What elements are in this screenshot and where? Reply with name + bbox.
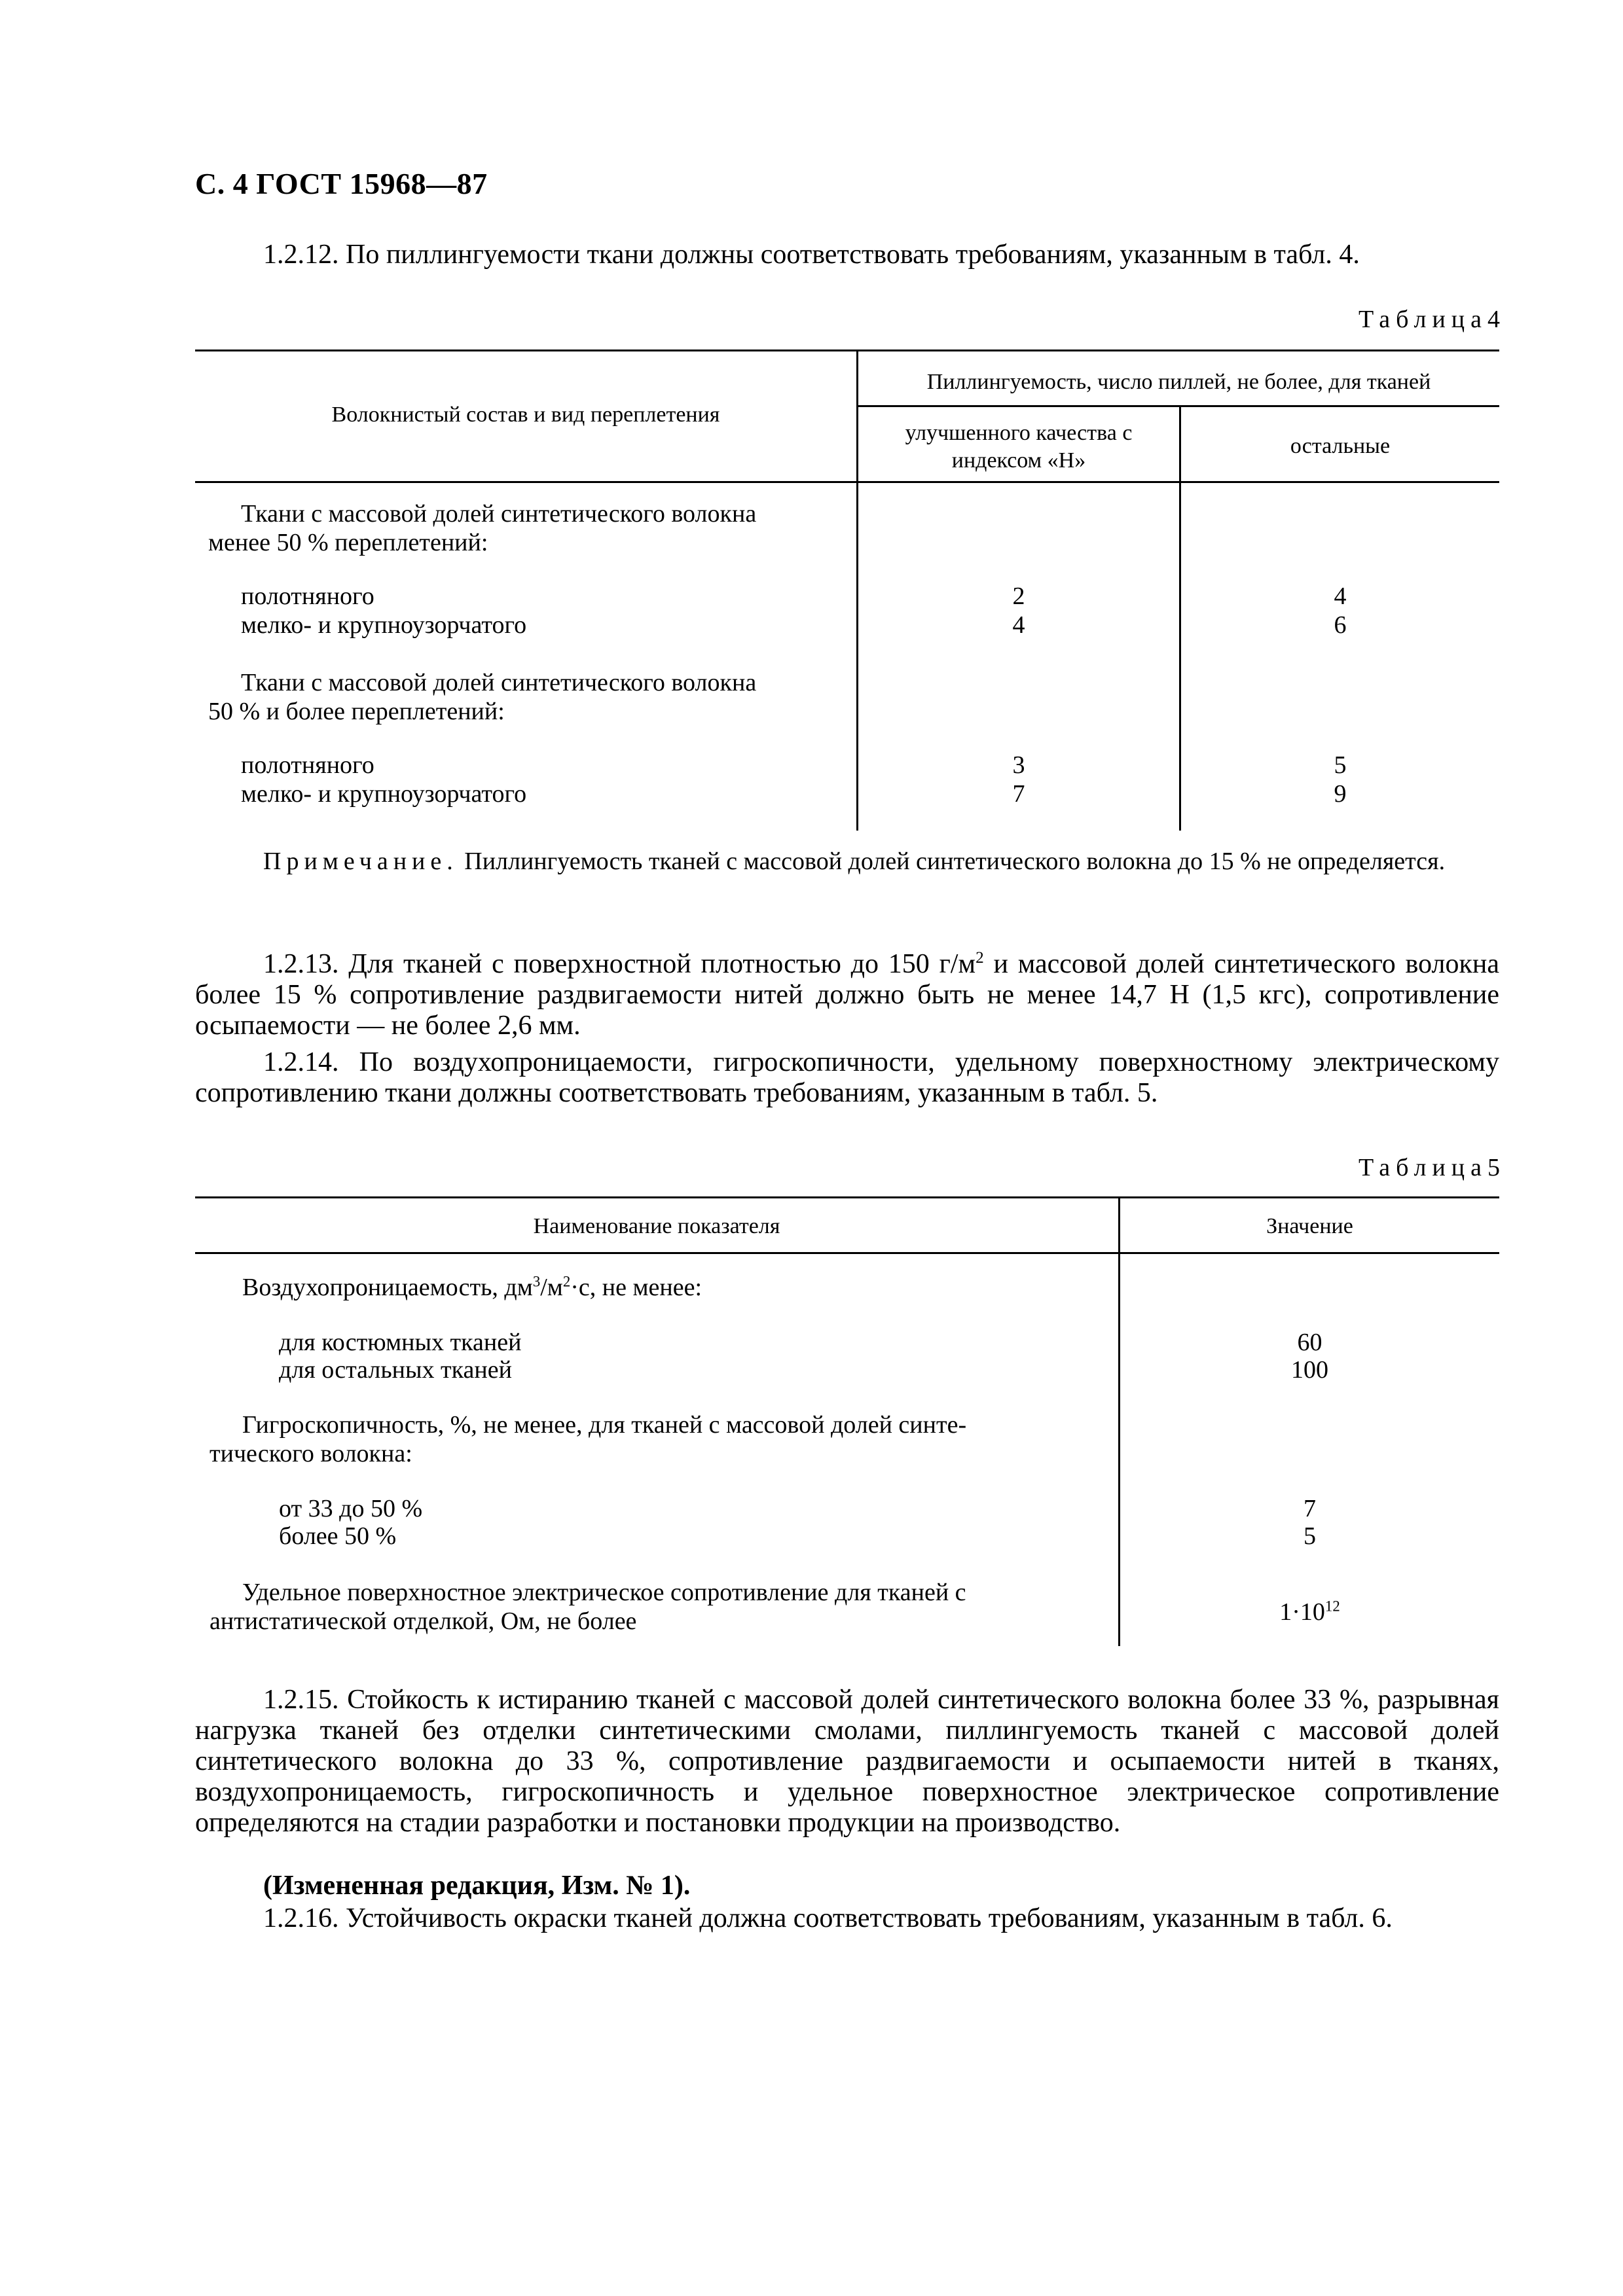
table5-air-r2-label: для остальных тканей	[279, 1356, 512, 1384]
res-title-line1: Удельное поверхностное электрическое сопротивление для тканей с	[242, 1579, 966, 1606]
table4-sub1-line1: улучшенного качества с	[905, 421, 1133, 445]
res-val-exponent: 12	[1324, 1598, 1340, 1615]
table4-group-header: Пиллингуемость, число пиллей, не более, для тканей	[926, 370, 1431, 394]
table4-g2-r1-v1: 3	[1012, 751, 1025, 779]
table5-hyg-r2-label: более 50 %	[279, 1522, 397, 1550]
table4-group2-line1: Ткани с массовой долей синтетического волокна	[241, 669, 757, 696]
air-title-sup2: 2	[562, 1273, 571, 1290]
table5-hyg-title	[210, 1410, 1105, 1468]
table4-caption-number: 4	[1487, 306, 1500, 333]
table5-caption-word: Таблица	[1358, 1154, 1487, 1181]
table4-note	[195, 846, 1499, 877]
table4-group1-line2: менее 50 % переплетений:	[208, 529, 488, 556]
paragraph-1-2-15: 1.2.15. Стойкость к истиранию тканей с массовой долей синтетического волокна более 33 %, разрывная нагрузка тканей без отделки синтетическими смолами, пиллингуемость тканей с массовой долей синтетического волокна до 33 %, сопротивление раздвигаемости и осыпаемости нитей в тканях, воздухопроницаемость, гигроскопичность и удельное поверхностное электрическое сопротивление определяются на стадии разработки и постановки продукции на производство.	[195, 1685, 1499, 1838]
table4-g1-r2-v1: 4	[1012, 611, 1025, 639]
table4-g1-r2-v2: 6	[1334, 611, 1347, 639]
air-title-part-b: /м	[540, 1274, 563, 1301]
table4-header-vline2	[1179, 405, 1181, 481]
paragraph-1-2-16: 1.2.16. Устойчивость окраски тканей должна соответствовать требованиям, указанным в табл. 6.	[263, 1903, 1393, 1933]
p-1-2-13-part-b: и массовой долей синтетического волокна более 15 % сопротивление раздвигаемости нитей должно быть не менее 14,7 Н (1,5 кгс), сопротивление осыпаемости — не более 2,6 мм.	[195, 949, 1500, 1041]
table4-g1-r1-v2: 4	[1334, 583, 1347, 610]
table4-g2-r2-label: мелко- и крупноузорчатого	[241, 780, 527, 808]
table4-g2-r2-v2: 9	[1334, 780, 1347, 808]
table4-header	[195, 351, 1499, 483]
table4-group1-line1: Ткани с массовой долей синтетического волокна	[241, 500, 757, 528]
table4-col1-header: Волокнистый состав и вид переплетения	[331, 403, 720, 427]
table4-g1-r1-v1: 2	[1012, 583, 1025, 610]
table5-col2-header: Значение	[1266, 1214, 1353, 1238]
table5-air-r2-val: 100	[1291, 1356, 1328, 1384]
table4-group1-title	[208, 499, 843, 557]
table4-caption	[1359, 305, 1500, 334]
table-5	[195, 1196, 1499, 1646]
note-label: Примечание.	[263, 848, 458, 875]
table5-res-val	[1120, 1598, 1499, 1626]
table4-g1-r1-label: полотняного	[241, 583, 374, 610]
note-text: Пиллингуемость тканей с массовой долей синтетического волокна до 15 % не определяется.	[458, 848, 1446, 875]
air-title-part-c: ·с, не менее:	[570, 1274, 702, 1301]
table5-res-title	[210, 1578, 1105, 1636]
table5-air-r1-val: 60	[1297, 1329, 1322, 1356]
table5-col1-header: Наименование показателя	[533, 1214, 780, 1238]
p-1-2-13-superscript: 2	[976, 949, 984, 967]
amendment-note: (Измененная редакция, Изм. № 1).	[263, 1871, 691, 1901]
paragraph-1-2-12: 1.2.12. По пиллингуемости ткани должны соответствовать требованиям, указанным в табл. 4.	[263, 240, 1360, 270]
table5-vline	[1118, 1198, 1120, 1646]
res-val-base: 1·10	[1279, 1598, 1325, 1626]
table4-caption-word: Таблица	[1358, 306, 1487, 333]
table4-group2-line2: 50 % и более переплетений:	[208, 698, 505, 725]
p-1-2-13-part-a: 1.2.13. Для тканей с поверхностной плотностью до 150 г/м	[263, 949, 976, 979]
table5-header	[195, 1198, 1499, 1254]
table5-hyg-r1-val: 7	[1304, 1495, 1316, 1522]
table5-hyg-r2-val: 5	[1304, 1522, 1316, 1550]
table5-hyg-r1-label: от 33 до 50 %	[279, 1495, 423, 1522]
table-4	[195, 350, 1499, 831]
table4-sub2-header: остальные	[1290, 434, 1391, 458]
table4-sub1-header	[858, 420, 1179, 475]
table5-caption-number: 5	[1487, 1154, 1500, 1181]
page-header: С. 4 ГОСТ 15968—87	[195, 167, 488, 200]
table4-sub1-line2: индексом «Н»	[951, 448, 1086, 473]
air-title-part-a: Воздухопроницаемость, дм	[242, 1274, 533, 1301]
table5-air-r1-label: для костюмных тканей	[279, 1329, 522, 1356]
table5-air-title	[242, 1273, 702, 1302]
air-title-sup1: 3	[532, 1273, 541, 1290]
res-title-line2: антистатической отделкой, Ом, не более	[210, 1607, 637, 1635]
table4-g2-r1-v2: 5	[1334, 751, 1347, 779]
table4-group2-title	[208, 668, 843, 726]
hyg-title-line1: Гигроскопичность, %, не менее, для тканей с массовой долей синте-	[242, 1411, 967, 1439]
table4-g2-r1-label: полотняного	[241, 751, 374, 779]
hyg-title-line2: тического волокна:	[210, 1440, 412, 1467]
paragraph-1-2-13	[195, 949, 1499, 1041]
table4-g1-r2-label: мелко- и крупноузорчатого	[241, 611, 527, 639]
paragraph-1-2-14: 1.2.14. По воздухопроницаемости, гигроскопичности, удельному поверхностному электрическому сопротивлению ткани должны соответствовать требованиям, указанным в табл. 5.	[195, 1047, 1499, 1108]
table4-g2-r2-v1: 7	[1012, 780, 1025, 808]
table5-caption	[1359, 1153, 1500, 1182]
